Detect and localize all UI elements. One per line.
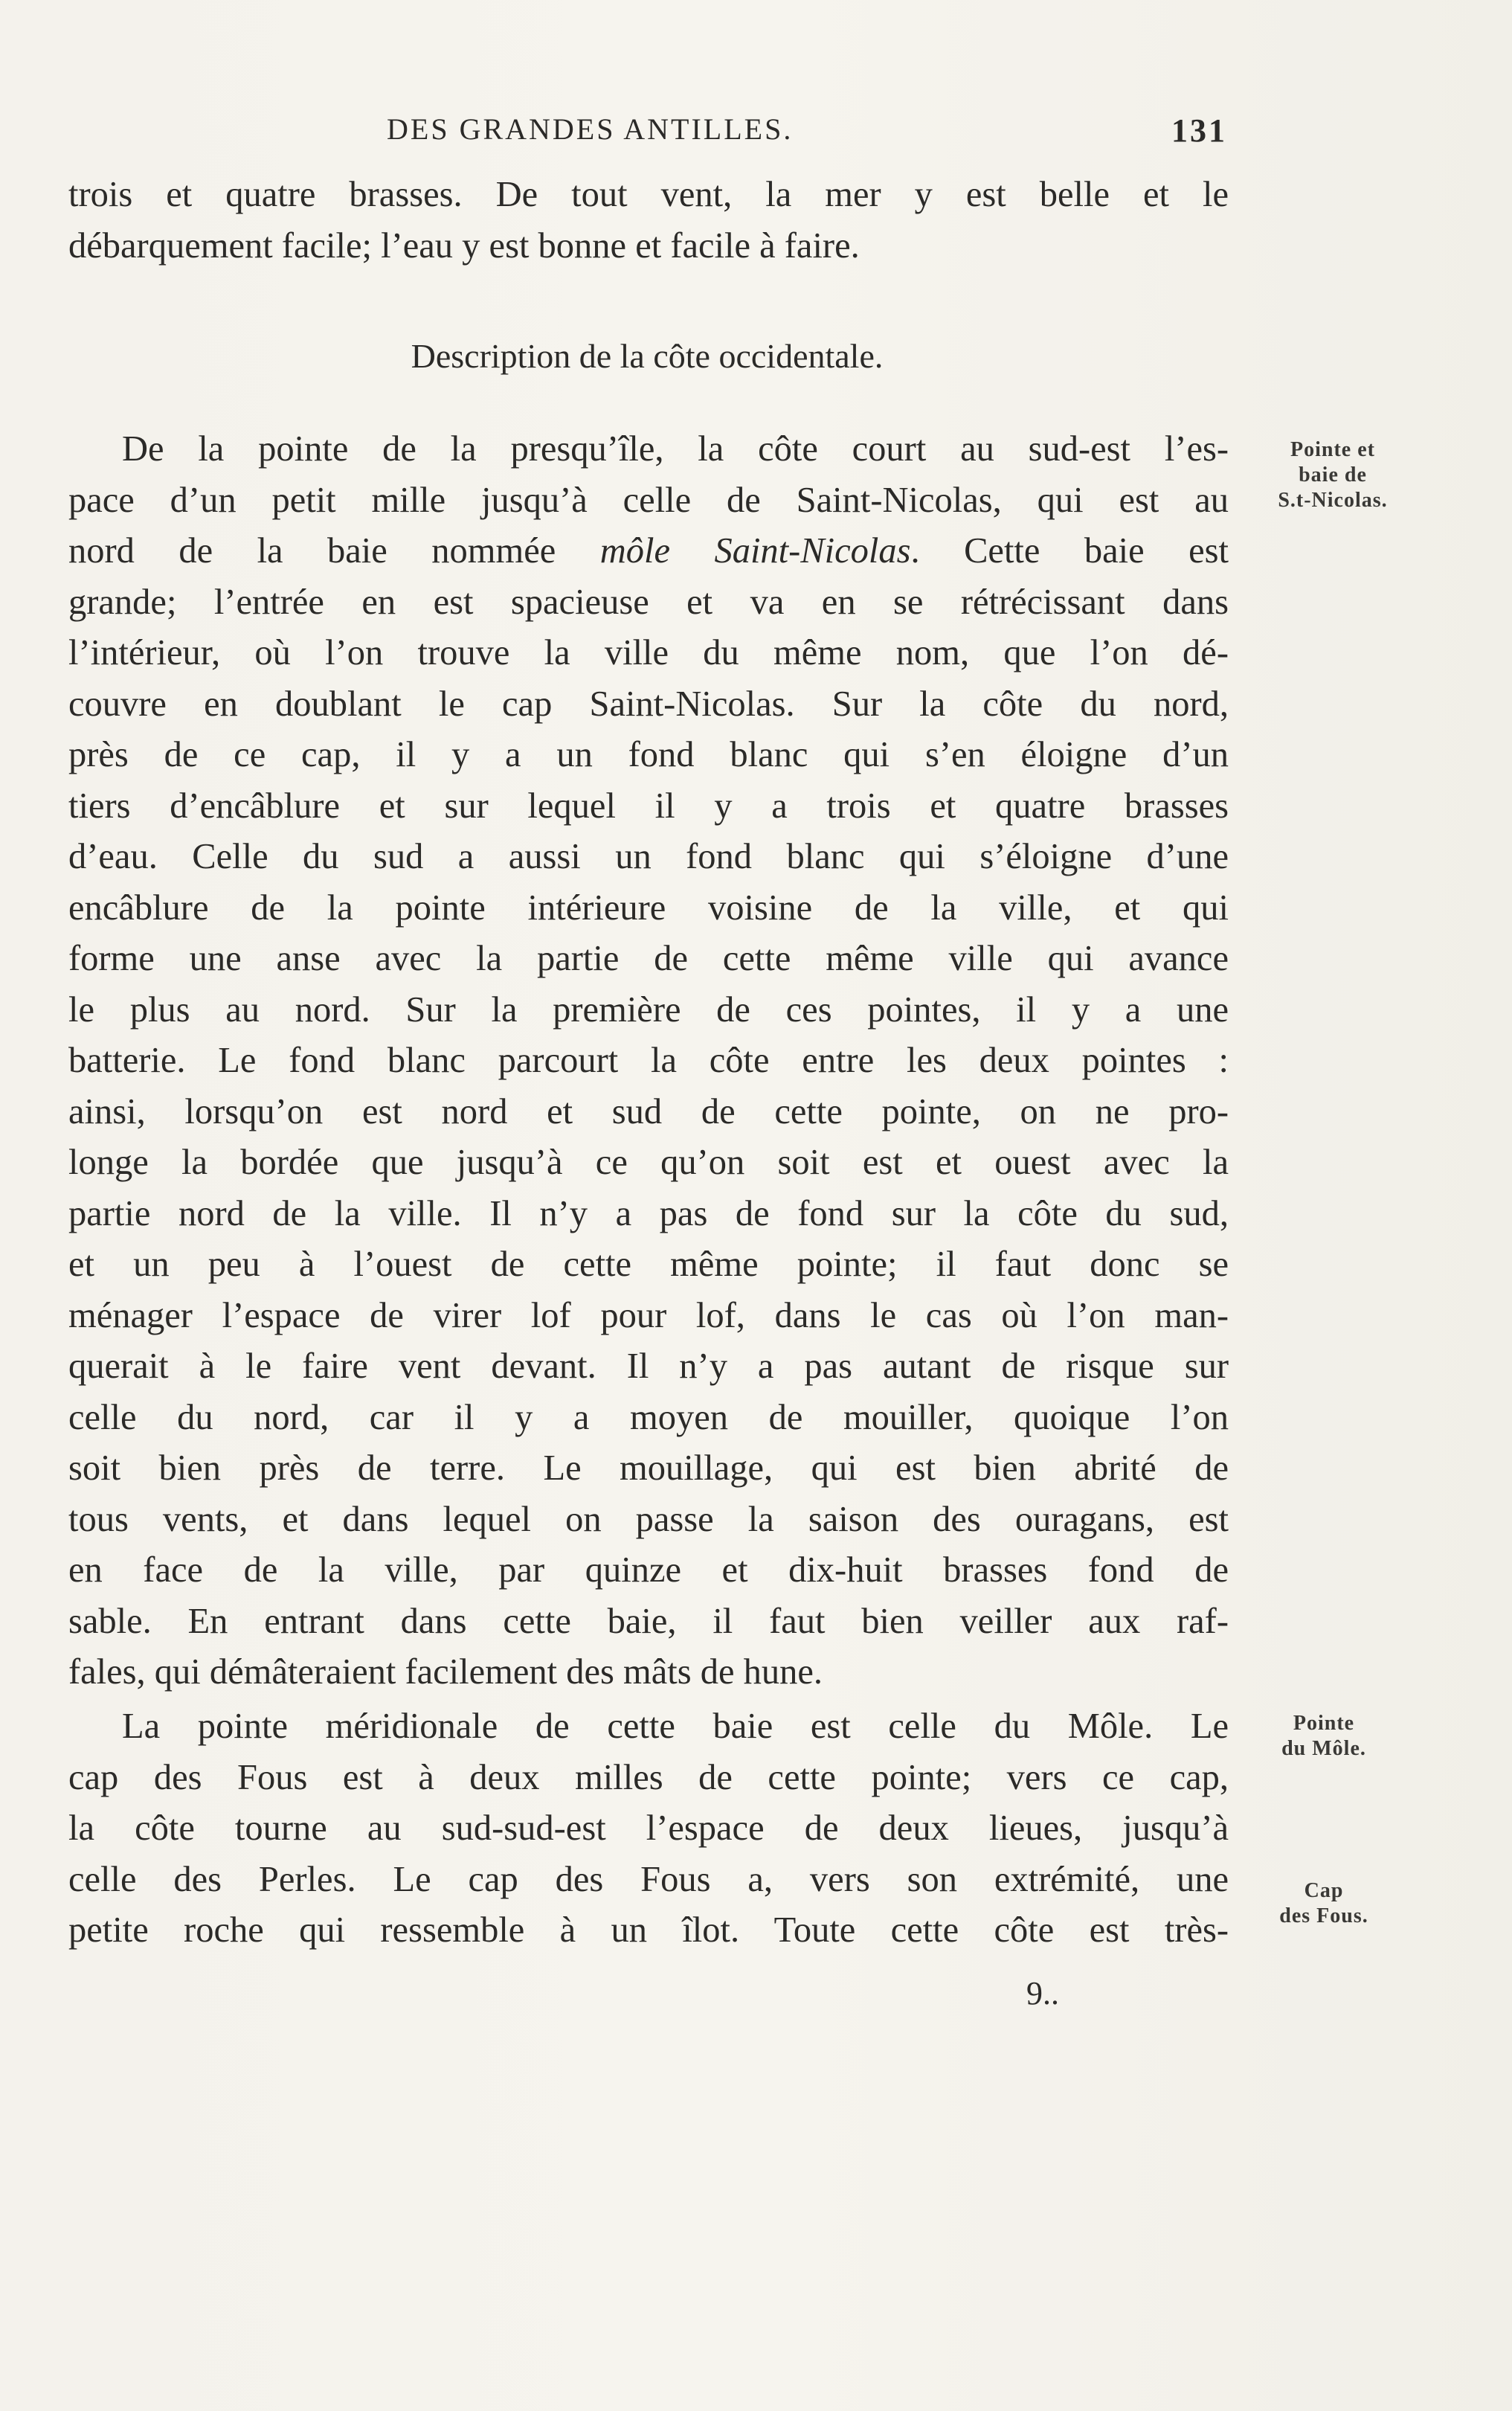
text-line-with-name [68, 526, 1229, 577]
text-line: partie nord de la ville. Il n’y a pas de fond sur la côte du sud, [68, 1193, 1229, 1233]
text-line: couvre en doublant le cap Saint-Nicolas. Sur la côte du nord, [68, 684, 1229, 724]
text-line: tiers d’encâblure et sur lequel il y a trois et quatre brasses [68, 786, 1229, 826]
running-header [387, 112, 1227, 156]
text-segment: . Cette baie est [910, 531, 1229, 571]
text-line: tous vents, et dans lequel on passe la saison des ouragans, est [68, 1499, 1229, 1539]
paragraph-mole [68, 1701, 1229, 1956]
margin-note-line: des Fous. [1279, 1904, 1368, 1927]
paragraph-saint-nicolas [68, 424, 1229, 1698]
text-line: pace d’un petit mille jusqu’à celle de Saint-Nicolas, qui est au [68, 480, 1229, 520]
margin-note-line: Pointe et [1290, 438, 1375, 461]
text-line: débarquement facile; l’eau y est bonne et facile à faire. [68, 225, 860, 266]
place-name-italic: môle Saint-Nicolas [599, 531, 911, 571]
text-line: cap des Fous est à deux milles de cette pointe; vers ce cap, [68, 1757, 1229, 1797]
signature-mark: 9.. [1026, 1975, 1059, 2012]
margin-note-mole [1257, 1711, 1391, 1762]
margin-note-saint-nicolas [1244, 437, 1422, 513]
margin-note-line: S.t-Nicolas. [1278, 489, 1388, 512]
margin-note-line: baie de [1299, 463, 1367, 487]
text-line: celle des Perles. Le cap des Fous a, vers son extrémité, une [68, 1859, 1229, 1899]
text-line: grande; l’entrée en est spacieuse et va en se rétrécissant dans [68, 582, 1229, 622]
margin-note-line: Cap [1304, 1879, 1344, 1902]
text-line: trois et quatre brasses. De tout vent, la mer y est belle et le [68, 175, 1229, 214]
text-line: celle du nord, car il y a moyen de mouiller, quoique l’on [68, 1397, 1229, 1437]
margin-note-line: Pointe [1293, 1712, 1355, 1735]
text-line: encâblure de la pointe intérieure voisine de la ville, et qui [68, 887, 1229, 928]
text-line: ménager l’espace de virer lof pour lof, dans le cas où l’on man- [68, 1295, 1229, 1335]
text-line: le plus au nord. Sur la première de ces pointes, il y a une [68, 989, 1229, 1030]
text-line: fales, qui démâteraient facilement des mâts de hune. [68, 1652, 823, 1692]
running-title: DES GRANDES ANTILLES. [387, 112, 794, 146]
text-line: La pointe méridionale de cette baie est celle du Môle. Le [122, 1707, 1229, 1746]
page-number: 131 [1171, 112, 1227, 149]
text-line: petite roche qui ressemble à un îlot. Toute cette côte est très- [68, 1910, 1229, 1950]
text-line: ainsi, lorsqu’on est nord et sud de cette pointe, on ne pro- [68, 1091, 1229, 1131]
text-line: près de ce cap, il y a un fond blanc qui s’en éloigne d’un [68, 735, 1229, 774]
text-line: soit bien près de terre. Le mouillage, qui est bien abrité de [68, 1448, 1229, 1488]
text-line: et un peu à l’ouest de cette même pointe; il faut donc se [68, 1245, 1229, 1284]
margin-note-cap-des-fous [1257, 1878, 1391, 1929]
section-heading: Description de la côte occidentale. [411, 337, 884, 375]
text-line: forme une anse avec la partie de cette même ville qui avance [68, 939, 1229, 978]
text-line: longe la bordée que jusqu’à ce qu’on soit est et ouest avec la [68, 1143, 1229, 1182]
text-line: d’eau. Celle du sud a aussi un fond blanc qui s’éloigne d’une [68, 837, 1229, 876]
text-line: l’intérieur, où l’on trouve la ville du même nom, que l’on dé- [68, 633, 1229, 672]
text-segment: nord de la baie nommée [68, 531, 600, 571]
text-line: batterie. Le fond blanc parcourt la côte entre les deux pointes : [68, 1041, 1229, 1080]
intro-paragraph [68, 170, 1229, 272]
margin-note-line: du Môle. [1281, 1737, 1366, 1760]
text-line: en face de la ville, par quinze et dix-huit brasses fond de [68, 1550, 1229, 1590]
text-line: la côte tourne au sud-sud-est l’espace de deux lieues, jusqu’à [68, 1808, 1229, 1848]
text-line: sable. En entrant dans cette baie, il faut bien veiller aux raf- [68, 1601, 1229, 1641]
text-line: De la pointe de la presqu’île, la côte court au sud-est l’es- [122, 429, 1229, 469]
text-line: querait à le faire vent devant. Il n’y a pas autant de risque sur [68, 1346, 1229, 1386]
